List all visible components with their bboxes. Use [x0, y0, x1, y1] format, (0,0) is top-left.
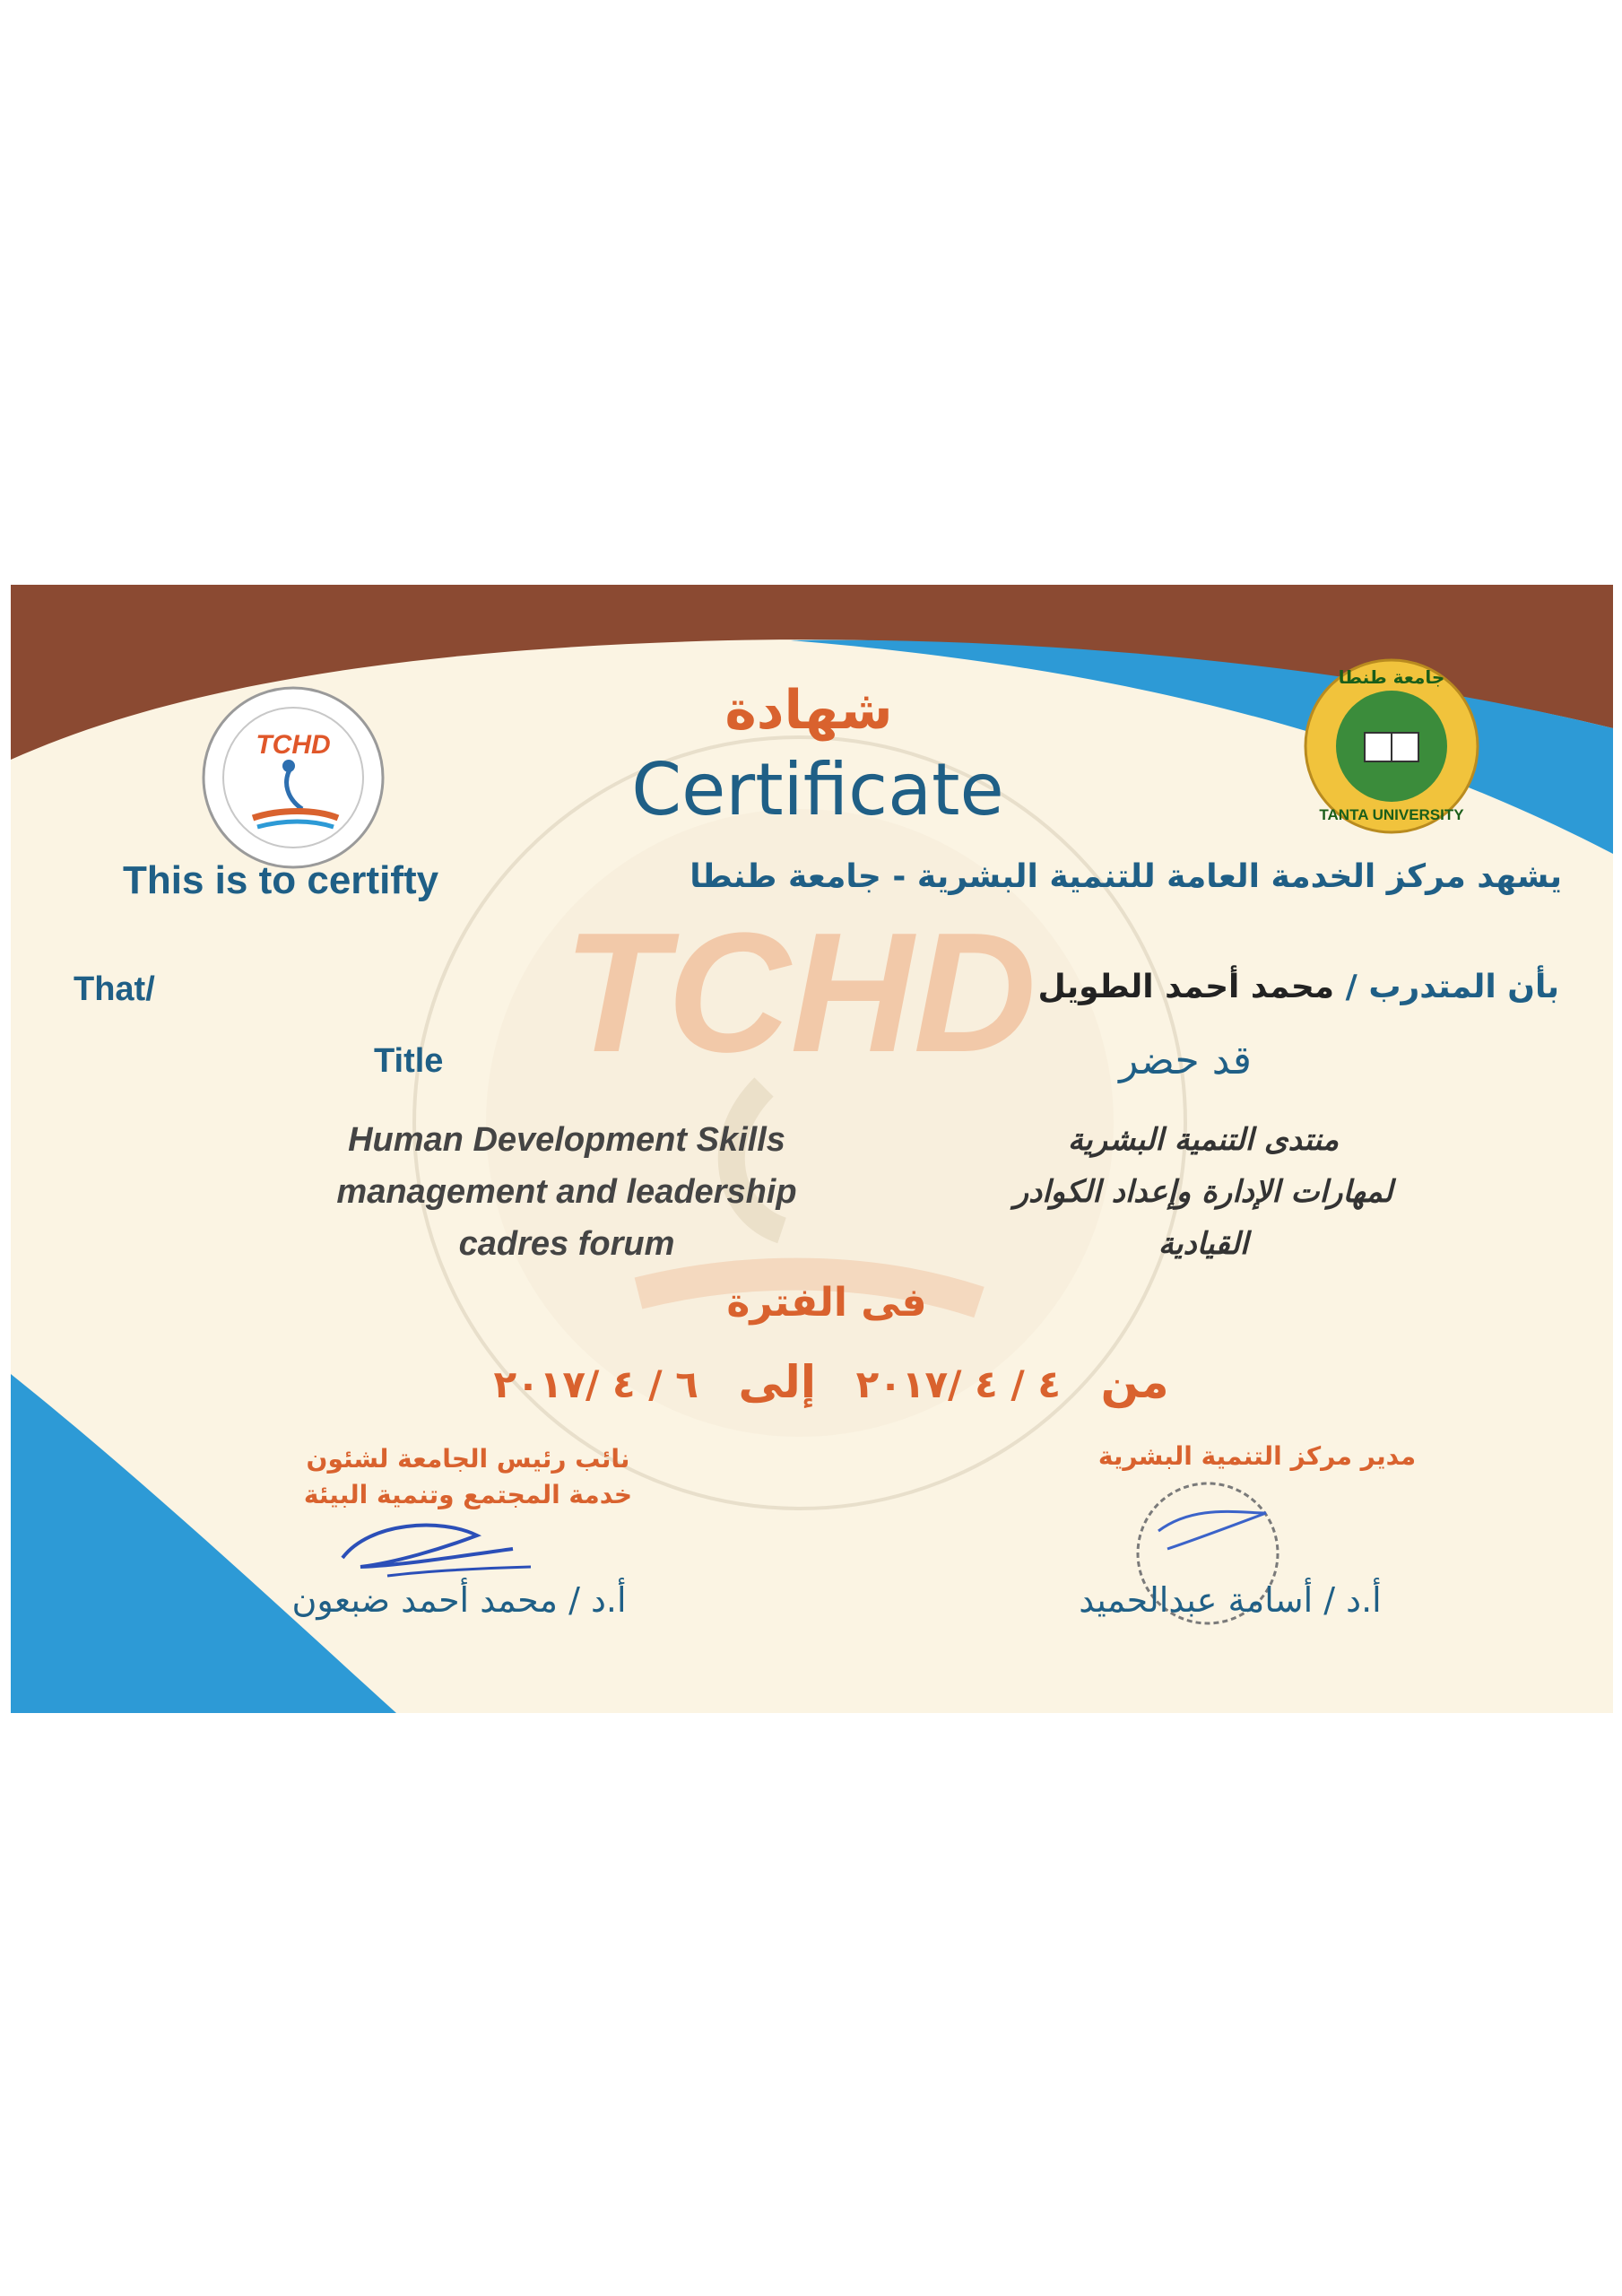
- from-date: ٤ / ٤ /٢٠١٧: [855, 1362, 1061, 1406]
- program-english-line-2: management and leadership: [336, 1173, 797, 1211]
- title-arabic: شهادة: [724, 679, 893, 742]
- program-arabic: [943, 1114, 1463, 1270]
- program-arabic-line-2: لمهارات الإدارة وإعداد الكوادر: [1013, 1174, 1393, 1210]
- intro-arabic: يشهد مركز الخدمة العامة للتنمية البشرية - جامعة طنطا: [690, 858, 1562, 895]
- right-signatory-title: مدير مركز التنمية البشرية: [1097, 1441, 1417, 1471]
- logo-right-arabic: جامعة طنطا: [1338, 666, 1445, 688]
- program-arabic-line-3: القيادية: [1158, 1226, 1249, 1262]
- watermark-text: TCHD: [563, 898, 1037, 1088]
- attended-label: قد حضر: [1119, 1038, 1252, 1083]
- logo-left-text: TCHD: [256, 730, 331, 760]
- to-date: ٦ / ٤ /٢٠١٧: [493, 1362, 698, 1406]
- period-label: فى الفترة: [726, 1280, 927, 1326]
- trainee-name: محمد أحمد الطويل: [1037, 969, 1335, 1005]
- certificate: [11, 585, 1613, 1713]
- that-label: That/: [74, 970, 155, 1008]
- program-arabic-line-1: منتدى التنمية البشرية: [1067, 1122, 1340, 1158]
- trainee-line: [1038, 969, 1560, 1005]
- left-signatory-title-line-2: خدمة المجتمع وتنمية البيئة: [303, 1480, 633, 1509]
- from-label: من: [1100, 1356, 1169, 1408]
- title-label: Title: [374, 1042, 444, 1080]
- tanta-university-logo: [1302, 657, 1481, 836]
- left-signatory-title: [262, 1441, 674, 1513]
- left-signatory-title-line-1: نائب رئيس الجامعة لشئون: [306, 1444, 630, 1474]
- to-label: إلى: [738, 1356, 816, 1408]
- left-signatory-name: أ.د / محمد أحمد ضبعون: [291, 1580, 627, 1620]
- title-english: Certificate: [631, 748, 1004, 831]
- program-english-line-3: cadres forum: [458, 1225, 675, 1263]
- period-dates: [459, 1356, 1176, 1408]
- trainee-label: بأن المتدرب /: [1345, 969, 1559, 1005]
- program-english-line-1: Human Development Skills: [348, 1121, 785, 1159]
- logo-right-english: TANTA UNIVERSITY: [1319, 806, 1464, 823]
- right-signatory-name: أ.د / أسامة عبدالحميد: [1079, 1580, 1382, 1620]
- intro-english: This is to certifty: [123, 858, 439, 902]
- tchd-logo: [199, 683, 387, 872]
- program-english: [271, 1114, 863, 1270]
